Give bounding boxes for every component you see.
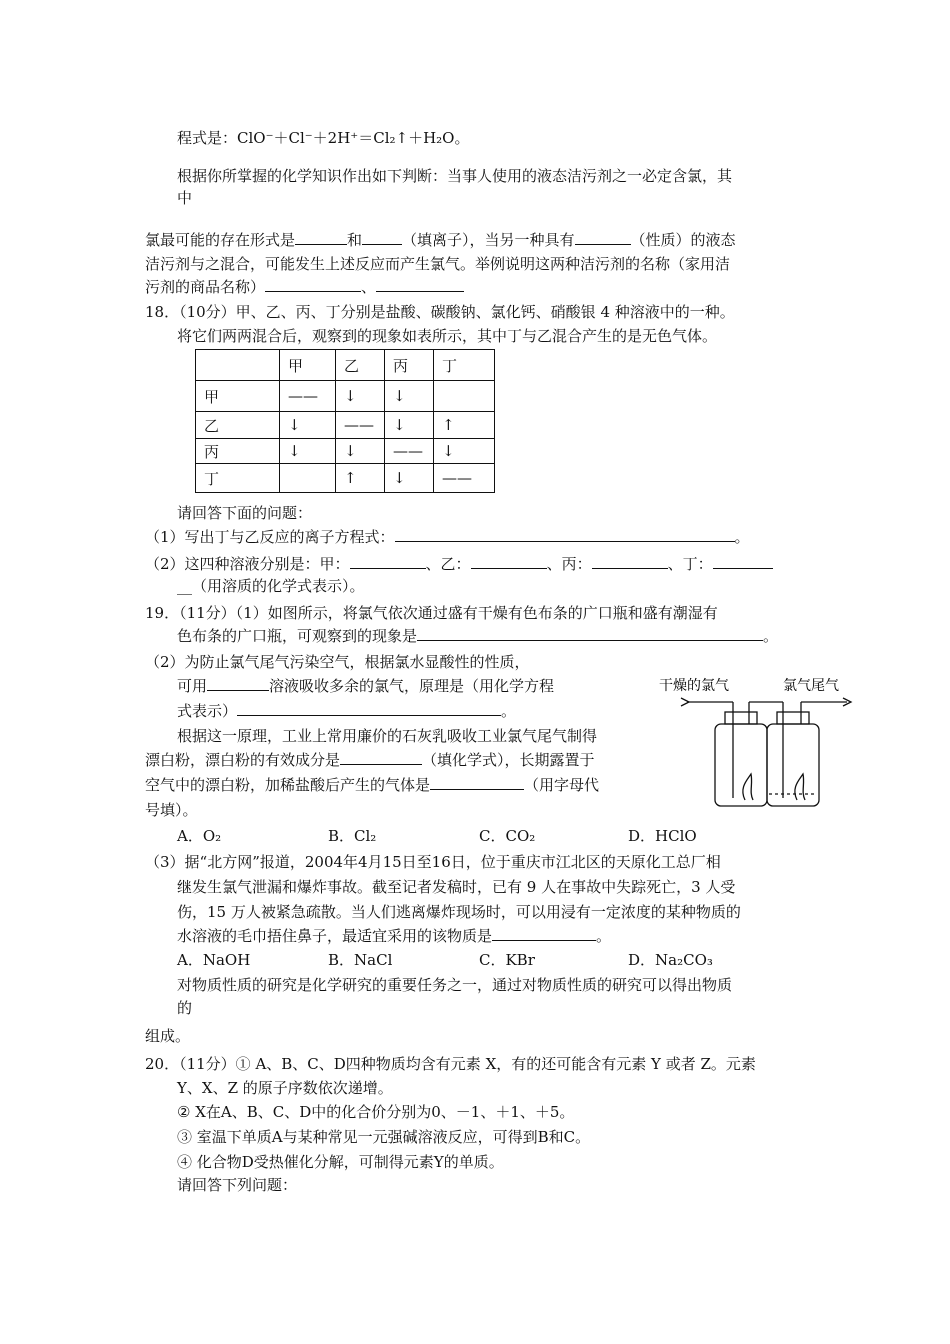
q19-text: 可用: [177, 677, 208, 695]
q18-sub-1-text: （1）写出丁与乙反应的离子方程式：: [145, 528, 395, 546]
q19-p2-line-5: [145, 750, 595, 770]
table-row: [196, 439, 495, 464]
fill-text: 、: [361, 278, 377, 296]
q19-text: （用字母代: [524, 776, 600, 794]
gas-bottles-diagram: [655, 672, 865, 812]
judge-line-1: 根据你所掌握的化学知识作出如下判断：当事人使用的液态洁污剂之一必定含氯，其: [177, 167, 733, 185]
q19-p2-line-6: [145, 775, 599, 795]
option-d: D．HClO: [628, 827, 697, 845]
q18-sub-1-end: 。: [734, 528, 750, 546]
q19-p2-line-3: [177, 701, 516, 721]
table-cell: ↑: [434, 412, 495, 439]
fill-text: 污剂的商品名称）: [145, 278, 266, 296]
table-cell: 乙: [196, 412, 280, 439]
gas-bottle-apparatus: [655, 672, 865, 816]
q18-sub-2-text: 、丙：: [546, 555, 592, 573]
q18-sub-2-cont: __（用溶质的化学式表示）。: [177, 577, 365, 595]
q18-sub-2: [145, 554, 773, 574]
reaction-table: [195, 349, 495, 493]
q19-p3-line-2: 继发生氯气泄漏和爆炸事故。截至记者发稿时，已有 9 人在事故中失踪死亡，3 人受: [177, 878, 736, 896]
q19-line-2: [177, 626, 778, 646]
table-cell: 丙: [196, 439, 280, 464]
q19-text: 空气中的漂白粉，加稀盐酸后产生的气体是: [145, 776, 431, 794]
table-row: [196, 381, 495, 412]
q20-line-3: ② X在A、B、C、D中的化合价分别为0、－1、＋1、＋5。: [177, 1103, 575, 1121]
q19-text: （填化学式），长期露置于: [422, 751, 595, 769]
intro-line-3: 组成。: [145, 1027, 191, 1045]
table-cell: ↓: [336, 439, 385, 464]
answer-blank[interactable]: [713, 554, 773, 569]
table-cell: [196, 350, 280, 381]
fill-line-2: 洁污剂与之混合，可能发生上述反应而产生氯气。举例说明这两种洁污剂的名称（家用洁: [145, 255, 731, 273]
table-cell: ↓: [434, 439, 495, 464]
answer-blank[interactable]: [340, 750, 422, 765]
q19-p3-line-4: [177, 926, 611, 946]
q18-ask: 请回答下面的问题：: [177, 504, 313, 522]
q20-line-4: ③ 室温下单质A与某种常见一元强碱溶液反应，可得到B和C。: [177, 1128, 591, 1146]
dry-chlorine-label: 干燥的氯气: [659, 678, 729, 694]
q19-text: 漂白粉，漂白粉的有效成分是: [145, 751, 341, 769]
q18-line-1: 18．（10分）甲、乙、丙、丁分别是盐酸、碳酸钠、氯化钙、硝酸银 4 种溶液中的一种。: [145, 303, 735, 321]
q19-text: 。: [501, 702, 517, 720]
table-cell: ↓: [385, 464, 434, 493]
fill-line-3: [145, 277, 464, 297]
table-cell: ——: [434, 464, 495, 493]
q19-text: 溶液吸收多余的氯气，原理是（用化学方程: [269, 677, 555, 695]
p3-option-a: A．NaOH: [177, 951, 251, 969]
option-a: A．O₂: [177, 827, 222, 845]
answer-blank[interactable]: [265, 277, 361, 292]
q19-text: 。: [596, 927, 612, 945]
answer-blank[interactable]: [471, 554, 547, 569]
table-cell: 甲: [280, 350, 336, 381]
intro-line-2: 的: [177, 999, 193, 1017]
answer-blank[interactable]: [295, 230, 347, 245]
table-cell: 乙: [336, 350, 385, 381]
table-cell: [280, 464, 336, 493]
p3-option-d: D．Na₂CO₃: [628, 951, 713, 969]
fill-text: 氯最可能的存在形式是: [145, 231, 296, 249]
table-row: [196, 412, 495, 439]
answer-blank[interactable]: [575, 230, 631, 245]
table-cell: 丁: [196, 464, 280, 493]
fill-text: 和: [347, 231, 363, 249]
table-cell: 丙: [385, 350, 434, 381]
judge-line-2: 中: [177, 189, 193, 207]
q18-sub-2-text: 、丁：: [667, 555, 713, 573]
table-cell: ↓: [280, 439, 336, 464]
q19-text: 式表示）: [177, 702, 238, 720]
answer-blank[interactable]: [362, 230, 402, 245]
q19-p2-line-2: [177, 676, 554, 696]
intro-line-1: 对物质性质的研究是化学研究的重要任务之一，通过对物质性质的研究可以得出物质: [177, 976, 733, 994]
equation-line: 程式是：ClO⁻＋Cl⁻＋2H⁺＝Cl₂↑＋H₂O。: [177, 129, 470, 147]
answer-blank[interactable]: [592, 554, 668, 569]
q18-line-2: 将它们两两混合后，观察到的现象如表所示，其中丁与乙混合产生的是无色气体。: [177, 327, 718, 345]
fill-text: （性质）的液态: [630, 231, 736, 249]
answer-blank[interactable]: [350, 554, 426, 569]
q18-sub-2-text: 、乙：: [425, 555, 471, 573]
table-cell: [434, 381, 495, 412]
q19-text: 水溶液的毛巾捂住鼻子，最适宜采用的该物质是: [177, 927, 493, 945]
table-row: [196, 350, 495, 381]
table-cell: ↓: [385, 381, 434, 412]
q20-line-2: Y、X、Z 的原子序数依次递增。: [177, 1079, 393, 1097]
answer-blank[interactable]: [395, 527, 735, 542]
answer-blank[interactable]: [207, 676, 269, 691]
q19-p2-line-7: 号填）。: [145, 801, 198, 819]
table-row: [196, 464, 495, 493]
q19-p2-line-1: （2）为防止氯气尾气污染空气，根据氯水显酸性的性质，: [145, 653, 530, 671]
option-b: B．Cl₂: [328, 827, 377, 845]
table-cell: ——: [385, 439, 434, 464]
table-cell: ↓: [385, 412, 434, 439]
table-cell: 丁: [434, 350, 495, 381]
q19-p2-line-4: 根据这一原理，工业上常用廉价的石灰乳吸收工业氯气尾气制得: [177, 727, 598, 745]
table-cell: ↓: [336, 381, 385, 412]
q20-line-1: 20．（11分）① A、B、C、D四种物质均含有元素 X，有的还可能含有元素 Y 或者 Z。元素: [145, 1055, 756, 1073]
answer-blank[interactable]: [417, 626, 763, 641]
table-cell: ↑: [336, 464, 385, 493]
q18-sub-2-text: （2）这四种溶液分别是：甲：: [145, 555, 350, 573]
option-c: C．CO₂: [479, 827, 536, 845]
fill-text: （填离子），当另一种具有: [402, 231, 575, 249]
fill-line-1: [145, 230, 736, 250]
q19-line-1: 19．（11分）（1）如图所示，将氯气依次通过盛有干燥有色布条的广口瓶和盛有潮湿有: [145, 604, 718, 622]
q19-p3-line-3: 伤，15 万人被紧急疏散。当人们逃离爆炸现场时，可以用浸有一定浓度的某种物质的: [177, 903, 741, 921]
answer-blank[interactable]: [237, 701, 501, 716]
table-cell: ↓: [280, 412, 336, 439]
q19-line-2-end: 。: [763, 627, 779, 645]
q18-sub-1: [145, 527, 750, 547]
q20-line-5: ④ 化合物D受热催化分解，可制得元素Y的单质。: [177, 1153, 504, 1171]
q20-line-6: 请回答下列问题：: [177, 1176, 298, 1194]
table-cell: ——: [336, 412, 385, 439]
table-cell: ——: [280, 381, 336, 412]
q19-line-2-text: 色布条的广口瓶，可观察到的现象是: [177, 627, 418, 645]
answer-blank[interactable]: [492, 926, 596, 941]
answer-blank[interactable]: [376, 277, 464, 292]
table-cell: 甲: [196, 381, 280, 412]
answer-blank[interactable]: [430, 775, 524, 790]
tail-gas-label: 氯气尾气: [783, 678, 839, 694]
p3-option-b: B．NaCl: [328, 951, 393, 969]
q19-p3-line-1: （3）据“北方网”报道，2004年4月15日至16日，位于重庆市江北区的天原化工总厂相: [145, 853, 721, 871]
p3-option-c: C．KBr: [479, 951, 535, 969]
